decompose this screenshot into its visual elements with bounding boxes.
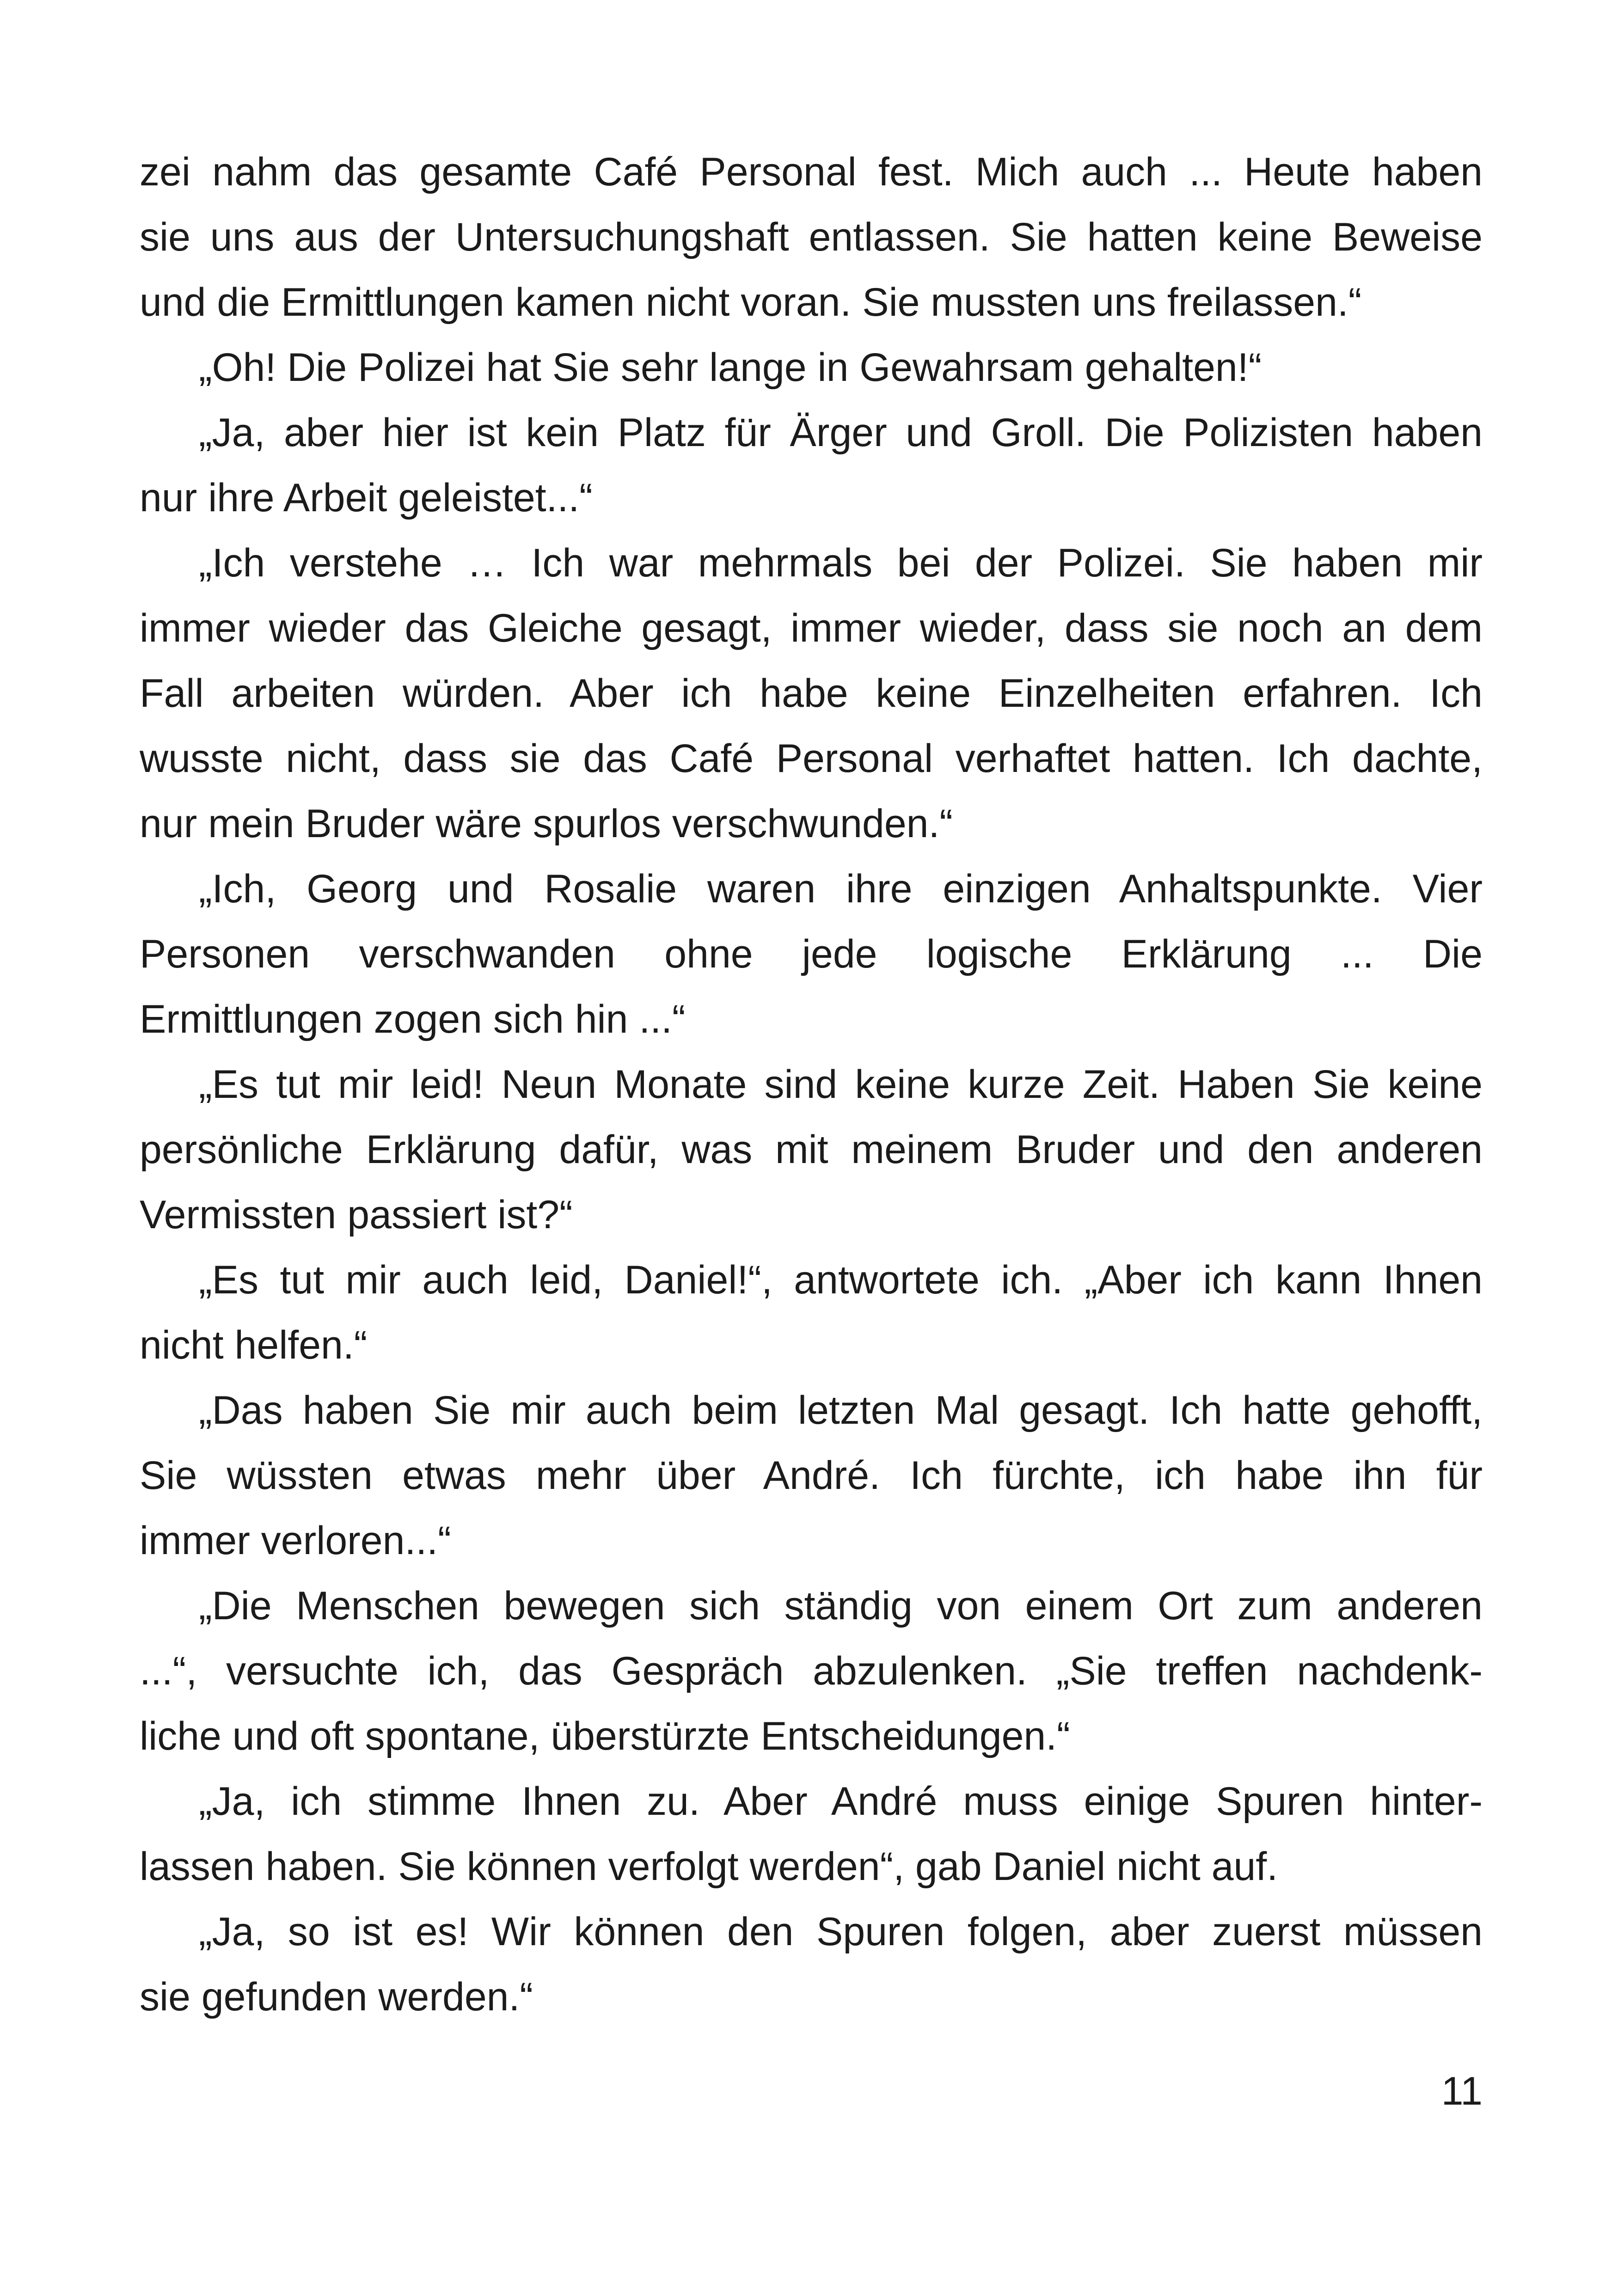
text-line: sie uns aus der Untersuchungshaft entlassen. Sie hatten keine Beweise (140, 215, 1483, 259)
text-line: lassen haben. Sie können verfolgt werden“, gab Daniel nicht auf. (140, 1844, 1278, 1889)
paragraph (140, 1052, 1483, 1248)
text-line: nur mein Bruder wäre spurlos verschwunden.“ (140, 802, 953, 846)
text-line: nicht helfen.“ (140, 1323, 368, 1367)
paragraph (140, 857, 1483, 1052)
paragraph (140, 531, 1483, 857)
paragraph (140, 1574, 1483, 1769)
text-line: „Oh! Die Polizei hat Sie sehr lange in Gewahrsam gehalten!“ (199, 345, 1262, 390)
text-line: „Die Menschen bewegen sich ständig von einem Ort zum anderen (199, 1584, 1483, 1628)
text-line: zei nahm das gesamte Café Personal fest. Mich auch ... Heute haben (140, 150, 1483, 194)
text-line: „Ich verstehe … Ich war mehrmals bei der Polizei. Sie haben mir (199, 541, 1483, 585)
text-line: „Es tut mir leid! Neun Monate sind keine kurze Zeit. Haben Sie keine (199, 1062, 1483, 1107)
text-line: immer wieder das Gleiche gesagt, immer wieder, dass sie noch an dem (140, 606, 1483, 650)
paragraph (140, 335, 1483, 400)
book-page-body (140, 140, 1483, 2030)
text-line: nur ihre Arbeit geleistet...“ (140, 476, 593, 520)
text-line: Fall arbeiten würden. Aber ich habe keine Einzelheiten erfahren. Ich (140, 671, 1483, 716)
text-line: „Ja, aber hier ist kein Platz für Ärger und Groll. Die Polizisten haben (199, 410, 1483, 455)
paragraph (140, 1899, 1483, 2030)
text-line: „Das haben Sie mir auch beim letzten Mal gesagt. Ich hatte gehofft, (199, 1388, 1483, 1433)
text-line: liche und oft spontane, überstürzte Entscheidungen.“ (140, 1714, 1070, 1758)
text-line: Personen verschwanden ohne jede logische Erklärung ... Die (140, 932, 1483, 976)
text-line: wusste nicht, dass sie das Café Personal verhaftet hatten. Ich dachte, (140, 736, 1483, 781)
text-line: persönliche Erklärung dafür, was mit meinem Bruder und den anderen (140, 1127, 1483, 1172)
text-line: sie gefunden werden.“ (140, 1975, 533, 2019)
text-line: Ermittlungen zogen sich hin ...“ (140, 997, 686, 1041)
text-line: ...“, versuchte ich, das Gespräch abzulenken. „Sie treffen nachdenk- (140, 1649, 1483, 1693)
text-line: „Ich, Georg und Rosalie waren ihre einzigen Anhaltspunkte. Vier (199, 867, 1483, 911)
text-line: „Ja, so ist es! Wir können den Spuren folgen, aber zuerst müssen (199, 1910, 1483, 1954)
text-line: Sie wüssten etwas mehr über André. Ich fürchte, ich habe ihn für (140, 1453, 1483, 1498)
paragraph (140, 140, 1483, 335)
paragraph (140, 1769, 1483, 1899)
text-line: und die Ermittlungen kamen nicht voran. Sie mussten uns freilassen.“ (140, 280, 1362, 325)
text-line: Vermissten passiert ist?“ (140, 1193, 573, 1237)
text-line: immer verloren...“ (140, 1518, 451, 1563)
paragraph (140, 1248, 1483, 1378)
paragraph (140, 1378, 1483, 1574)
page-number: 11 (1441, 2069, 1483, 2113)
paragraph (140, 400, 1483, 531)
text-line: „Es tut mir auch leid, Daniel!“, antwortete ich. „Aber ich kann Ihnen (199, 1258, 1483, 1302)
text-line: „Ja, ich stimme Ihnen zu. Aber André muss einige Spuren hinter- (199, 1779, 1483, 1824)
